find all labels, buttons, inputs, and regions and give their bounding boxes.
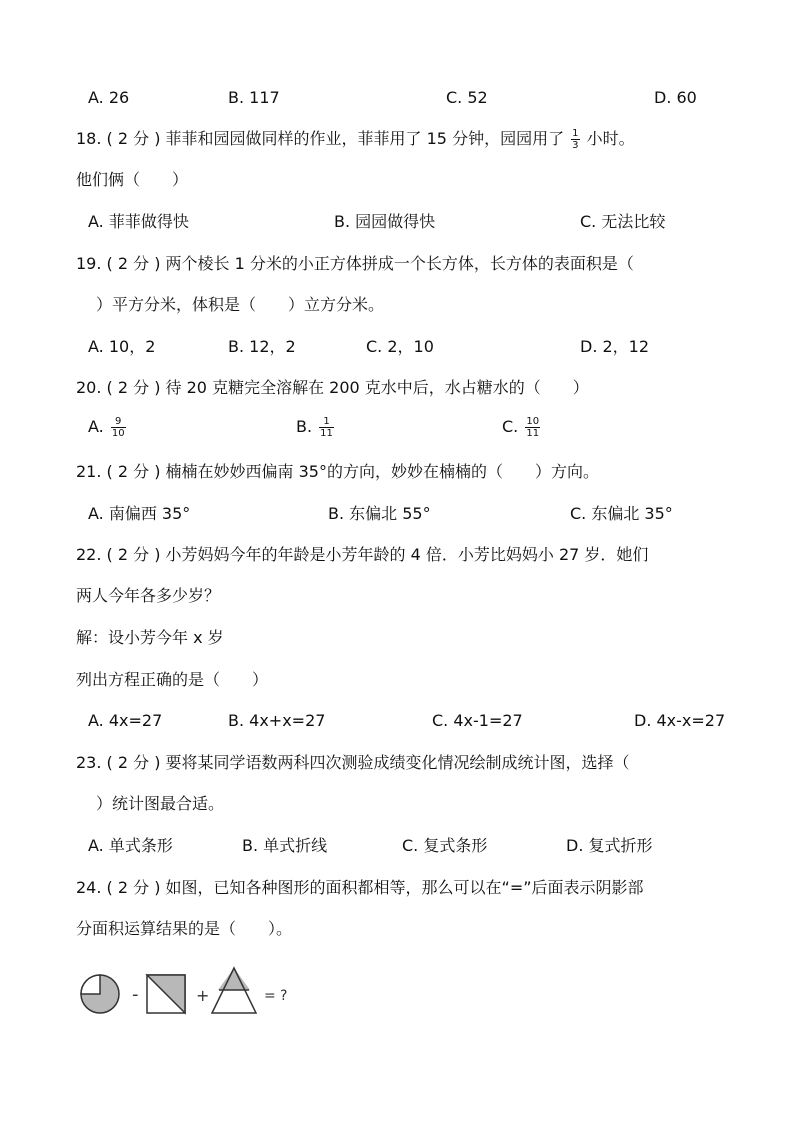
- q18-option-c[interactable]: C. 无法比较: [580, 212, 666, 231]
- q19-question-line2: ）平方分米，体积是（ ）立方分米。: [96, 295, 385, 314]
- q19-option-b[interactable]: B. 12，2: [228, 337, 296, 356]
- q18-fraction: [571, 128, 579, 151]
- plus-sign: +: [196, 986, 210, 1005]
- q23-option-d[interactable]: D. 复式折形: [566, 836, 653, 855]
- q20-option-b-label: B.: [296, 417, 313, 436]
- q18-text-after: 小时。: [586, 129, 635, 148]
- q22-prompt: 列出方程正确的是（ ）: [76, 670, 269, 689]
- q24-shapes-diagram: [80, 960, 304, 1020]
- square-with-shaded-triangle-icon: [147, 975, 185, 1013]
- triangle-with-shaded-top-icon: [212, 968, 256, 1013]
- minus-sign: -: [132, 984, 139, 1005]
- q18-option-b[interactable]: B. 园园做得快: [334, 212, 436, 231]
- q20-question: 20. ( 2 分 ) 待 20 克糖完全溶解在 200 克水中后，水占糖水的（ ）: [76, 378, 589, 397]
- q20-option-a-numerator: 9: [111, 416, 126, 428]
- q18-option-a[interactable]: A. 菲菲做得快: [88, 212, 189, 231]
- q22-option-a[interactable]: A. 4x=27: [88, 711, 163, 730]
- q23-question-line2: ）统计图最合适。: [96, 794, 225, 813]
- q20-option-b-numerator: 1: [319, 416, 334, 428]
- q22-option-b[interactable]: B. 4x+x=27: [228, 711, 326, 730]
- question-mark: ?: [280, 988, 288, 1004]
- q24-question: 24. ( 2 分 ) 如图，已知各种图形的面积都相等，那么可以在“=”后面表示阴影部: [76, 878, 644, 897]
- q17-option-b[interactable]: B. 117: [228, 88, 280, 107]
- q24-figure: [80, 960, 304, 1024]
- q24-question-line2: 分面积运算结果的是（ ）。: [76, 919, 293, 938]
- q17-option-a[interactable]: A. 26: [88, 88, 130, 107]
- q21-option-c[interactable]: C. 东偏北 35°: [570, 504, 673, 523]
- q19-option-d[interactable]: D. 2，12: [580, 337, 650, 356]
- q22-solution-setup: 解：设小芳今年 x 岁: [76, 628, 224, 647]
- q20-option-a-fraction: [111, 416, 126, 439]
- q20-option-a[interactable]: [88, 416, 128, 439]
- q23-option-b[interactable]: B. 单式折线: [242, 836, 328, 855]
- q20-option-a-label: A.: [88, 417, 104, 436]
- q19-option-a[interactable]: A. 10，2: [88, 337, 156, 356]
- q20-option-c[interactable]: [502, 416, 542, 439]
- q21-option-b[interactable]: B. 东偏北 55°: [328, 504, 431, 523]
- q21-option-a[interactable]: A. 南偏西 35°: [88, 504, 191, 523]
- q19-question: 19. ( 2 分 ) 两个棱长 1 分米的小正方体拼成一个长方体，长方体的表面积是（: [76, 254, 634, 273]
- q23-option-a[interactable]: A. 单式条形: [88, 836, 173, 855]
- q20-option-c-denominator: 11: [526, 428, 540, 439]
- equals-sign: =: [264, 988, 276, 1004]
- q22-question: 22. ( 2 分 ) 小芳妈妈今年的年龄是小芳年龄的 4 倍．小芳比妈妈小 27 岁．她们: [76, 545, 649, 564]
- q20-option-b-fraction: [319, 416, 334, 439]
- q17-option-d[interactable]: D. 60: [654, 88, 697, 107]
- q18-fraction-numerator: 1: [572, 128, 579, 139]
- q20-option-b[interactable]: [296, 416, 336, 439]
- q23-option-c[interactable]: C. 复式条形: [402, 836, 488, 855]
- q20-option-a-denominator: 10: [111, 428, 125, 439]
- q18-question: [76, 128, 635, 151]
- q22-question-line2: 两人今年各多少岁？: [76, 586, 221, 605]
- q20-option-b-denominator: 11: [320, 428, 333, 439]
- q18-fraction-denominator: 3: [572, 140, 579, 151]
- q22-option-d[interactable]: D. 4x-x=27: [634, 711, 726, 730]
- q18-question-line2: 他们俩（ ）: [76, 170, 189, 189]
- q20-option-c-label: C.: [502, 417, 519, 436]
- q19-option-c[interactable]: C. 2，10: [366, 337, 434, 356]
- q23-question: 23. ( 2 分 ) 要将某同学语数两科四次测验成绩变化情况绘制成统计图，选择（: [76, 753, 630, 772]
- q22-option-c[interactable]: C. 4x-1=27: [432, 711, 523, 730]
- q17-option-c[interactable]: C. 52: [446, 88, 488, 107]
- circle-with-shaded-quarter-icon: [81, 975, 119, 1013]
- q20-option-c-numerator: 10: [526, 416, 540, 427]
- q21-question: 21. ( 2 分 ) 楠楠在妙妙西偏南 35°的方向，妙妙在楠楠的（ ）方向。: [76, 462, 599, 481]
- q18-text-before: 18. ( 2 分 ) 菲菲和园园做同样的作业，菲菲用了 15 分钟，园园用了: [76, 129, 565, 148]
- q20-option-c-fraction: [525, 416, 540, 439]
